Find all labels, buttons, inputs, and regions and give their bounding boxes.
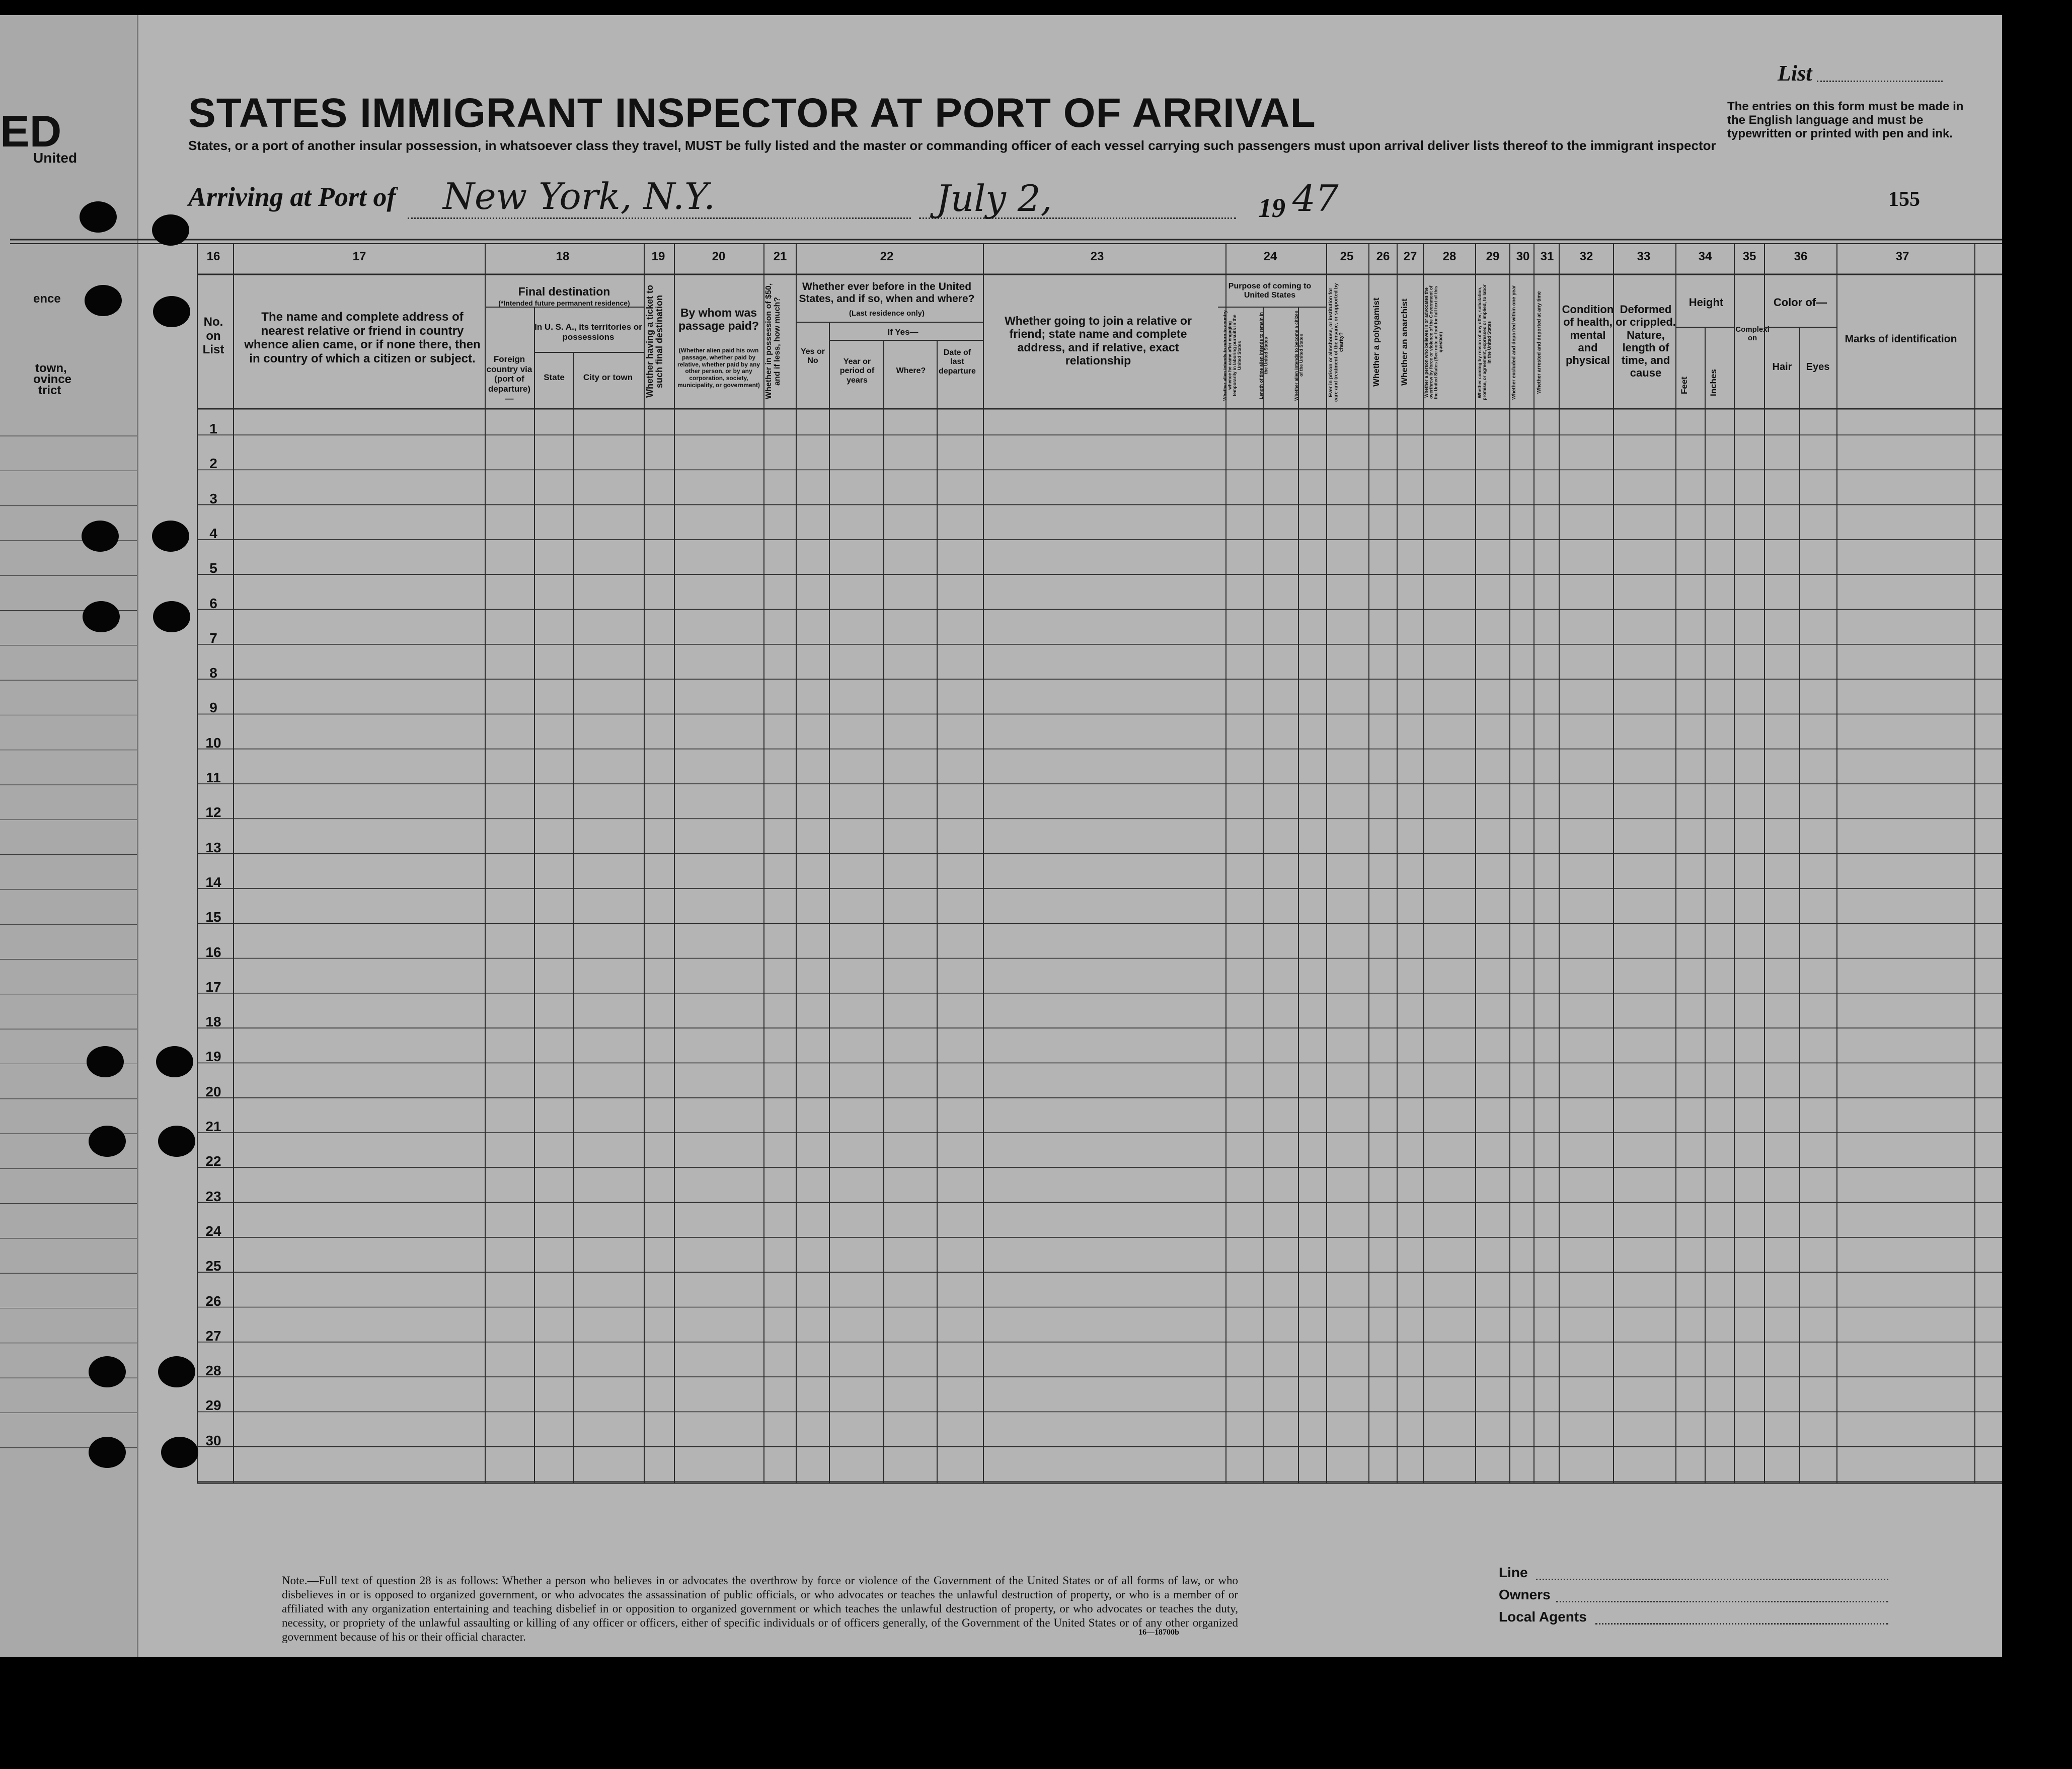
header-overthrow: Whether a person who believes in or advocates the overthrow by force or violence of the Government of the United States (See note at foot for full text of this question) xyxy=(1424,285,1443,399)
column-number: 32 xyxy=(1579,250,1593,263)
header-anarchist: Whether an anarchist xyxy=(1400,299,1409,386)
column-number: 26 xyxy=(1376,250,1390,263)
column-number: 18 xyxy=(556,250,570,263)
column-number: 28 xyxy=(1442,250,1456,263)
header-excluded: Whether excluded and deported within one year xyxy=(1511,285,1517,400)
header-ticket: Whether having a ticket to such final destination xyxy=(645,284,664,398)
header-marks-identification: Marks of identification xyxy=(1845,333,1957,345)
row-number: 27 xyxy=(205,1328,221,1344)
footnote-question-28: Note.—Full text of question 28 is as follows: Whether a person who believes in or advocates the overthrow by force or violence of the Government of the United States or of all forms of law, or who disbelieves in or is opposed to organized government, or who advocates the assassination of public officials, or who advocates or teaches the unlawful destruction of property, or who is a member of or affiliated with any organization entertaining and teaching disbelief in or opposition to organized government or which teaches the unlawful destruction of property, or who advocates or teaches the duty, necessity, or propriety of the unlawful assaulting or killing of any officer or officers, either of specific individuals or of officers generally, of the Government of the United States or of any other organized government because of his or their official character. xyxy=(282,1574,1238,1643)
left-strip-label: town, xyxy=(35,361,67,375)
header-passage-paid: By whom was passage paid? xyxy=(678,306,759,333)
header-where: Where? xyxy=(896,366,926,375)
row-number: 2 xyxy=(209,456,217,472)
left-strip-label: ovince xyxy=(33,373,72,386)
header-final-destination-sub: (*Intended future permanent residence) xyxy=(498,299,630,307)
header-prison: Ever in prison or almshouse, or institution for care and treatment of the insane, or supported by charity? xyxy=(1328,283,1344,402)
row-number: 17 xyxy=(205,979,221,995)
punch-hole xyxy=(152,214,189,246)
punch-hole xyxy=(89,1437,126,1468)
row-number: 24 xyxy=(205,1223,221,1239)
header-last-residence: (Last residence only) xyxy=(849,309,925,318)
year-prefix: 19 xyxy=(1258,193,1285,223)
punch-hole xyxy=(153,296,190,327)
year-handwritten: 47 xyxy=(1292,177,1339,219)
header-in-usa: In U. S. A., its territories or possessions xyxy=(534,322,642,342)
header-purpose: Purpose of coming to United States xyxy=(1228,282,1312,300)
owners-label: Owners xyxy=(1499,1587,1551,1602)
header-date-departure: Date of last departure xyxy=(939,348,976,376)
header-labor-offer: Whether coming by reason of any offer, solicitation, promise, or agreement, expressed or implied, to labor in the United States xyxy=(1477,284,1492,401)
row-number: 29 xyxy=(205,1397,221,1414)
arriving-label: Arriving at Port of xyxy=(188,182,396,212)
header-passage-paid-sub: (Whether alien paid his own passage, whether paid by relative, whether paid by any other person, or by any corporation, society, municipality, or government) xyxy=(677,347,760,389)
row-number: 25 xyxy=(205,1258,221,1274)
punch-hole xyxy=(152,521,189,552)
header-fifty-dollars: Whether in possession of $50, and if less, how much? xyxy=(764,283,782,400)
column-number: 19 xyxy=(651,250,665,263)
form-subtitle: States, or a port of another insular possession, in whatsoever class they travel, MUST be fully listed and the master or commanding officer of each vessel carrying such passengers must upon arrival deliver lists thereof to the immigrant inspector xyxy=(188,138,1716,153)
column-number: 16 xyxy=(206,250,220,263)
header-health: Condition of health, mental and physical xyxy=(1562,303,1614,367)
row-number: 1 xyxy=(209,421,217,436)
list-label: List xyxy=(1778,61,1812,86)
header-no-on-list: No. on List xyxy=(202,315,224,357)
header-if-yes: If Yes— xyxy=(887,327,918,337)
header-polygamist: Whether a polygamist xyxy=(1371,298,1381,387)
column-number: 22 xyxy=(880,250,894,263)
column-number: 24 xyxy=(1263,250,1277,263)
row-number: 3 xyxy=(209,490,217,506)
column-number: 20 xyxy=(712,250,726,263)
line-label: Line xyxy=(1499,1565,1528,1580)
header-yes-no: Yes or No xyxy=(800,347,825,365)
column-number: 21 xyxy=(773,250,787,263)
row-number: 20 xyxy=(205,1083,221,1099)
row-number: 7 xyxy=(209,630,217,646)
punch-hole xyxy=(85,285,122,316)
header-state: State xyxy=(544,373,565,382)
row-number: 10 xyxy=(205,734,221,751)
local-agents-label: Local Agents xyxy=(1499,1609,1587,1625)
header-arrested: Whether arrested and deported at any time xyxy=(1537,291,1542,394)
row-number: 14 xyxy=(205,874,221,890)
local-agents-field xyxy=(1595,1623,1888,1625)
column-number: 37 xyxy=(1895,250,1909,263)
punch-hole xyxy=(156,1046,193,1077)
form-code: 16—18700b xyxy=(1138,1628,1179,1637)
punch-hole xyxy=(89,1126,126,1157)
row-number: 19 xyxy=(205,1049,221,1065)
row-number: 15 xyxy=(205,909,221,925)
header-feet: Feet xyxy=(1679,377,1689,395)
punch-hole xyxy=(161,1437,198,1468)
header-inches: Inches xyxy=(1709,369,1718,396)
punch-hole xyxy=(87,1046,124,1077)
punch-hole xyxy=(82,521,119,552)
line-field xyxy=(1536,1579,1888,1580)
header-height: Height xyxy=(1689,296,1724,309)
column-number: 17 xyxy=(352,250,366,263)
row-number: 26 xyxy=(205,1293,221,1309)
row-number: 12 xyxy=(205,804,221,821)
header-purpose-citizen: Whether alien intends to become a citizen of the United States xyxy=(1294,310,1304,401)
row-number: 11 xyxy=(206,770,221,785)
header-year-period: Year or period of years xyxy=(839,357,875,385)
header-complexion: Complexion xyxy=(1735,325,1770,343)
entries-note: The entries on this form must be made in the English language and must be typewritten or printed with pen and ink. xyxy=(1727,100,1964,140)
punch-hole xyxy=(158,1126,195,1157)
column-number: 30 xyxy=(1516,250,1530,263)
column-number: 23 xyxy=(1090,250,1104,263)
column-number: 27 xyxy=(1403,250,1417,263)
row-number: 4 xyxy=(209,525,217,541)
row-number: 23 xyxy=(205,1188,221,1204)
header-color-of: Color of— xyxy=(1773,296,1827,309)
column-number: 33 xyxy=(1637,250,1651,263)
header-joining-relative: Whether going to join a relative or friend; state name and complete address, and if relative, exact relationship xyxy=(1005,314,1192,367)
form-title: STATES IMMIGRANT INSPECTOR AT PORT OF ARRIVAL xyxy=(188,90,1316,136)
header-final-destination: Final destination xyxy=(518,285,610,298)
punch-hole xyxy=(80,201,117,233)
owners-field xyxy=(1556,1601,1888,1602)
column-number: 35 xyxy=(1742,250,1756,263)
row-number: 8 xyxy=(209,665,217,681)
header-ever-before-us: Whether ever before in the United States, and if so, when and where? xyxy=(799,281,975,305)
punch-hole xyxy=(89,1356,126,1387)
row-number: 28 xyxy=(205,1363,221,1379)
date-handwritten: July 2, xyxy=(936,177,1052,219)
row-number: 30 xyxy=(205,1432,221,1448)
row-number: 5 xyxy=(209,560,217,576)
page-number: 155 xyxy=(1888,188,1920,211)
column-number: 29 xyxy=(1486,250,1500,263)
punch-hole xyxy=(153,601,190,632)
port-handwritten: New York, N.Y. xyxy=(443,175,715,217)
row-number: 21 xyxy=(205,1119,221,1134)
column-number: 36 xyxy=(1794,250,1808,263)
header-city-or-town: City or town xyxy=(583,373,633,382)
header-purpose-return: Whether alien intends to return to country whence he came after engaging temporarily in laboring pursuits in the United States xyxy=(1222,310,1242,401)
row-number: 22 xyxy=(205,1153,221,1169)
left-strip-fragment: ED xyxy=(0,106,62,156)
row-number: 9 xyxy=(209,700,217,716)
header-eyes: Eyes xyxy=(1806,361,1830,373)
column-number: 25 xyxy=(1340,250,1354,263)
punch-hole xyxy=(83,601,120,632)
row-number: 18 xyxy=(205,1014,221,1030)
header-hair: Hair xyxy=(1772,361,1792,373)
header-deformed: Deformed or crippled. Nature, length of time, and cause xyxy=(1616,303,1676,380)
row-number: 13 xyxy=(205,839,221,855)
left-strip-label: trict xyxy=(38,384,61,397)
row-number: 6 xyxy=(209,595,217,611)
header-foreign-country: Foreign country via (port of departure)— xyxy=(486,354,532,404)
row-number: 16 xyxy=(205,944,221,960)
punch-hole xyxy=(158,1356,195,1387)
left-strip-label: ence xyxy=(33,292,61,306)
left-strip-united: United xyxy=(33,150,78,166)
column-number: 31 xyxy=(1540,250,1554,263)
column-number: 34 xyxy=(1698,250,1712,263)
header-nearest-relative: The name and complete address of nearest relative or friend in country whence alien came, or if none there, then in country of which a citizen or subject. xyxy=(244,310,481,365)
header-purpose-length: Length of time alien intends to remain in the United States xyxy=(1259,312,1269,399)
